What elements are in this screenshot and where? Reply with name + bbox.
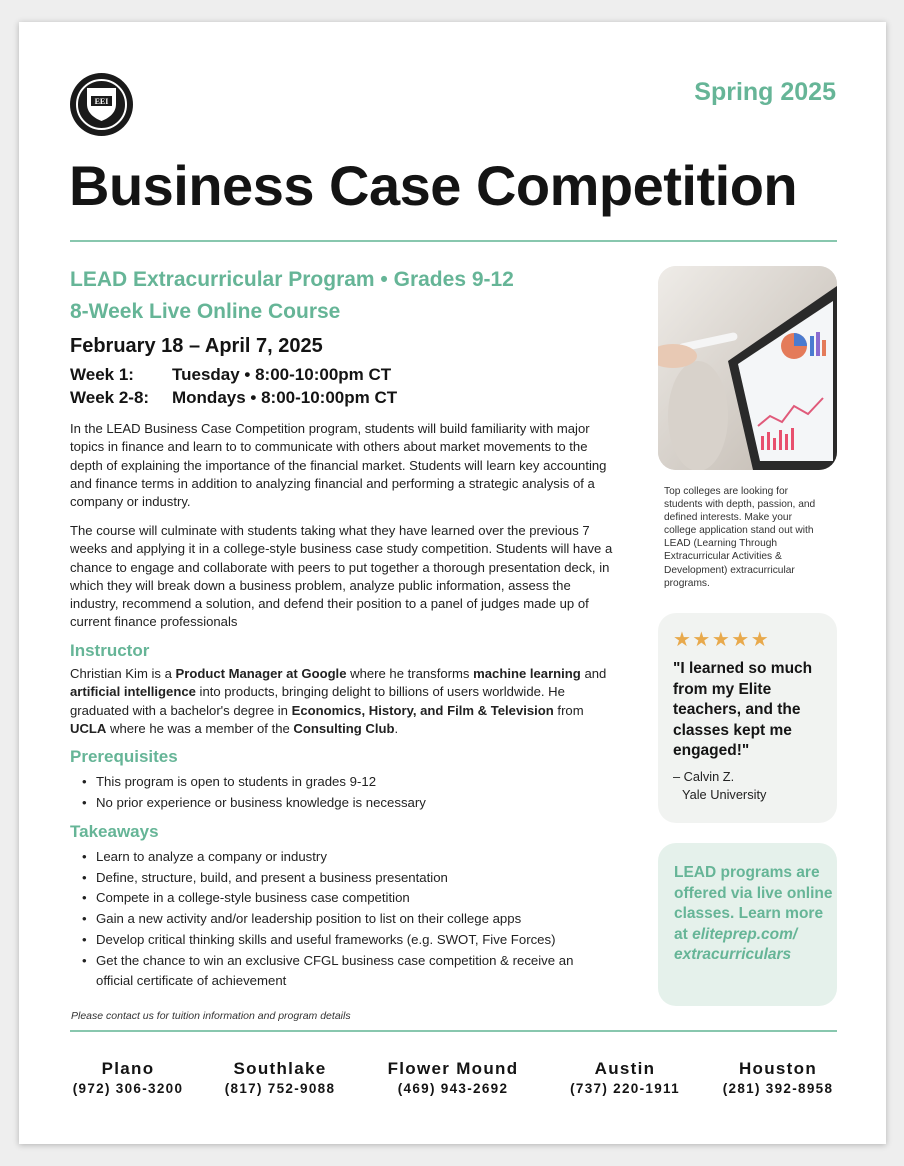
schedule-week: Week 2-8: — [70, 388, 150, 407]
photo-caption: Top colleges are looking for students with depth, passion, and defined interests. Make your college application stand out with LEAD (Learning Through Extracurricular Activities & Development) extracurricular programs. — [664, 486, 816, 589]
location-houston — [703, 1059, 853, 1096]
promo-text: LEAD programs are offered via live online classes. Learn more at eliteprep.com/ extracurriculars — [674, 864, 833, 964]
tuition-note: Please contact us for tuition information and program details — [71, 1010, 351, 1022]
divider — [70, 240, 837, 242]
list-item: • Develop critical thinking skills and useful frameworks (e.g. SWOT, Five Forces) — [79, 930, 619, 951]
location-flower-mound — [366, 1059, 540, 1096]
location-phone[interactable]: (281) 392-8958 — [722, 1081, 834, 1096]
season-label: Spring 2025 — [694, 78, 836, 106]
list-item: • Gain a new activity and/or leadership position to list on their college apps — [79, 909, 619, 930]
tablet-photo — [658, 266, 837, 470]
testimonial-name: – Calvin Z. — [673, 769, 735, 784]
location-plano — [53, 1059, 203, 1096]
testimonial-card — [658, 613, 837, 823]
testimonial-attribution — [673, 768, 766, 804]
location-city: Flower Mound — [387, 1059, 519, 1078]
divider — [70, 1030, 837, 1032]
instructor-bio: Christian Kim is a Product Manager at Google where he transforms machine learning and artificial intelligence into products, bringing delight to billions of users worldwide. He graduated with a bachelor's degree in Economics, History, and Film & Television from UCLA where he was a member of the Consulting Club. — [70, 666, 607, 736]
schedule-time: Mondays • 8:00-10:00pm CT — [172, 388, 398, 407]
location-southlake — [205, 1059, 355, 1096]
location-phone[interactable]: (972) 306-3200 — [72, 1081, 184, 1096]
location-phone[interactable]: (469) 943-2692 — [397, 1081, 509, 1096]
flyer-page — [19, 22, 886, 1144]
location-city: Plano — [101, 1059, 155, 1078]
location-austin — [550, 1059, 700, 1096]
description-paragraph: In the LEAD Business Case Competition program, students will build familiarity with major topics in finance and learn to to communicate with others about market movements to the depth of explaining the importance of the financial market. Students will learn key accounting and finance terms in addition to analyzing financial and performing a strategic analysis of a company or industry. — [70, 421, 607, 510]
schedule-row — [70, 388, 397, 408]
program-subtitle: LEAD Extracurricular Program • Grades 9-12 — [70, 268, 514, 291]
schedule-time: Tuesday • 8:00-10:00pm CT — [172, 365, 392, 384]
takeaways-list — [79, 847, 619, 992]
schedule-week: Week 1: — [70, 365, 134, 384]
instructor-heading: Instructor — [70, 641, 150, 660]
testimonial-quote: "I learned so much from my Elite teachers, and the classes kept me engaged!" — [673, 660, 813, 759]
testimonial-school: Yale University — [682, 787, 767, 802]
location-city: Houston — [738, 1059, 818, 1078]
description-paragraph: The course will culminate with students taking what they have learned over the previous 7 weeks and applying it in a college-style business case study competition. Students will have a chance to engage and collaborate with peers to put together a thorough presentation deck, in which they will break down a business problem, analyze public information, assess the industry, recommend a solution, and defend their position to a panel of judges made up of current finance professionals — [70, 523, 613, 630]
prerequisites-list — [79, 772, 619, 813]
rating-stars-icon: ★★★★★ — [673, 629, 771, 651]
location-phone[interactable]: (737) 220-1911 — [570, 1081, 680, 1096]
page-title: Business Case Competition — [69, 154, 798, 217]
prerequisites-heading: Prerequisites — [70, 747, 178, 766]
course-format: 8-Week Live Online Course — [70, 300, 341, 323]
shield-logo-icon — [70, 73, 133, 136]
location-city: Southlake — [233, 1059, 327, 1078]
list-item: • This program is open to students in grades 9-12 — [79, 772, 619, 793]
takeaways-heading: Takeaways — [70, 822, 159, 841]
list-item: • Define, structure, build, and present a business presentation — [79, 868, 619, 889]
list-item: • Compete in a college-style business case competition — [79, 888, 619, 909]
list-item: • Learn to analyze a company or industry — [79, 847, 619, 868]
website-link[interactable]: eliteprep.com/ extracurriculars — [674, 925, 798, 964]
logo-monogram: EEI — [94, 97, 109, 106]
location-phone[interactable]: (817) 752-9088 — [224, 1081, 336, 1096]
schedule-row — [70, 365, 391, 385]
location-city: Austin — [594, 1059, 656, 1078]
course-dates: February 18 – April 7, 2025 — [70, 335, 323, 357]
list-item: • No prior experience or business knowledge is necessary — [79, 793, 619, 814]
list-item: • Get the chance to win an exclusive CFGL business case competition & receive an official certificate of achievement — [79, 951, 599, 992]
promo-card — [658, 843, 837, 1006]
